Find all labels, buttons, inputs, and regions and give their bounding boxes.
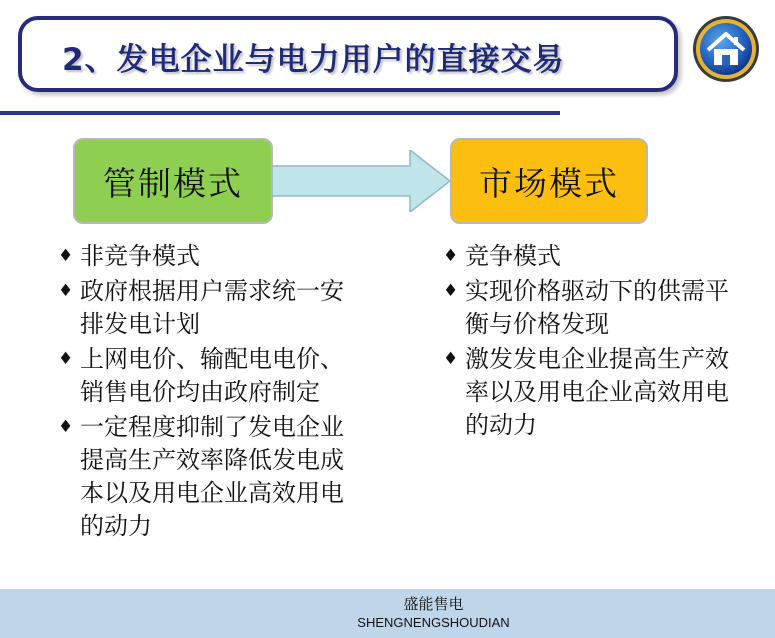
- footer-brand-en: SHENGNENGSHOUDIAN: [357, 615, 510, 630]
- title-box: [18, 16, 678, 92]
- list-item: ♦ 激发发电企业提高生产效率以及用电企业高效用电的动力: [443, 343, 748, 442]
- list-item: ♦ 政府根据用户需求统一安排发电计划: [58, 275, 363, 341]
- list-item: ♦ 实现价格驱动下的供需平衡与价格发现: [443, 275, 748, 341]
- list-item: ♦ 一定程度抑制了发电企业提高生产效率降低发电成本以及用电企业高效用电的动力: [58, 411, 363, 543]
- regulated-mode-box: 管制模式: [73, 138, 273, 224]
- home-icon: [692, 15, 760, 83]
- regulated-mode-points: [58, 240, 363, 545]
- market-mode-box: 市场模式: [450, 138, 648, 224]
- home-button[interactable]: [692, 15, 760, 83]
- page-title: 2、发电企业与电力用户的直接交易: [62, 42, 565, 78]
- list-item: ♦ 非竞争模式: [58, 240, 363, 273]
- footer-brand-cn: 盛能售电: [403, 595, 464, 613]
- market-mode-points: [443, 240, 748, 444]
- list-item: ♦ 竞争模式: [443, 240, 748, 273]
- list-item: ♦ 上网电价、输配电电价、销售电价均由政府制定: [58, 343, 363, 409]
- footer-bar: [0, 589, 775, 638]
- title-underline: [0, 111, 560, 115]
- right-arrow-icon: [272, 150, 452, 212]
